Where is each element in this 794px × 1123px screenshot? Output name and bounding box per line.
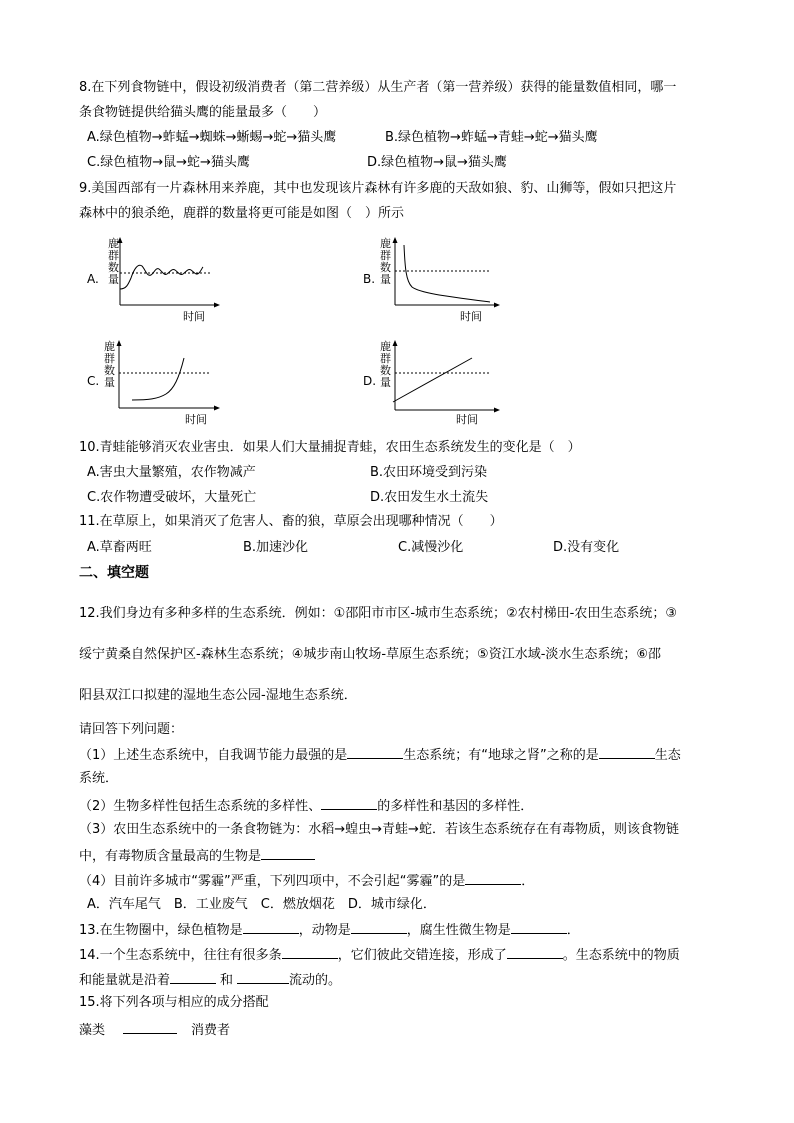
q12-prompt: 请回答下列问题： [79,722,184,737]
graph-d-line [393,358,472,402]
graph-a-x-arrow [214,303,220,308]
q12-stem-line3: 阳县双江口拟建的湿地生态公园-湿地生态系统． [79,688,357,703]
q10-option-c: C.农作物遭受破坏，大量死亡 [87,490,257,505]
q12-blank-4[interactable] [261,847,315,860]
q10-stem: 10.青蛙能够消灭农业害虫．如果人们大量捕捉青蛙，农田生态系统发生的变化是（ ） [79,440,581,455]
graph-b-ylabel-4: 量 [380,273,391,286]
graph-b-ylabel-1: 鹿 [380,237,391,250]
q12-part1-line2: 系统． [79,771,119,786]
q12-part3-line1: （3）农田生态系统中的一条食物链为：水稻→蝗虫→青蛙→蛇．若该生态系统存在有毒物质，则该食物链 [79,822,679,837]
graph-a [98,233,223,325]
graph-b-xlabel: 时间 [460,310,482,323]
q15-blank-1[interactable] [123,1021,177,1034]
q12-part1-text-b: 生态系统；有“地球之肾”之称的是 [403,748,599,763]
q15-row [79,1021,230,1039]
q15-right-item: 消费者 [191,1023,231,1038]
q13-text-d: ． [566,923,580,938]
graph-c [98,336,223,428]
q12-stem-line2: 绥宁黄桑自然保护区-森林生态系统；④城步南山牧场-草原生态系统；⑤资江水域-淡水生态系统；⑥邵 [79,647,662,662]
q12-part3-line2 [79,847,315,865]
graph-b-curve [404,245,490,302]
q12-blank-1[interactable] [347,746,403,759]
graph-b-ylabel-3: 数 [380,261,391,274]
graph-a-xlabel: 时间 [183,310,205,323]
q13-blank-1[interactable] [243,921,299,934]
q12-blank-3[interactable] [321,797,377,810]
q12-part2-text-a: （2）生物多样性包括生态系统的多样性、 [79,799,322,814]
q15-title: 15.将下列各项与相应的成分搭配 [79,995,269,1010]
q12-part1-text-c: 生态 [654,748,681,763]
q8-option-c: C.绿色植物→鼠→蛇→猫头鹰 [87,155,250,170]
graph-b-letter: B. [363,272,376,286]
q14-blank-3[interactable] [170,971,216,984]
graph-d-xlabel: 时间 [456,413,478,426]
graph-d-x-arrow [494,408,500,413]
graph-c-xlabel: 时间 [185,413,207,426]
q13-text-b: ，动物是 [298,923,351,938]
q11-option-a: A.草畜两旺 [87,540,152,555]
graph-c-ylabel-1: 鹿 [104,340,115,353]
q14-text-e: 和 [220,973,234,988]
q10-option-a: A.害虫大量繁殖，农作物减产 [87,465,256,480]
graph-c-ylabel-2: 群 [104,352,115,365]
q8-option-d: D.绿色植物→鼠→猫头鹰 [367,155,507,170]
graph-c-curve [132,358,184,400]
graph-d-ylabel-2: 群 [380,352,391,365]
q8-option-a: A.绿色植物→蚱蜢→蜘蛛→蜥蜴→蛇→猫头鹰 [87,130,337,145]
q12-part4-options: A．汽车尾气 B．工业废气 C．燃放烟花 D．城市绿化． [87,897,436,912]
q11-stem: 11.在草原上，如果消灭了危害人、畜的狼，草原会出现哪种情况（ ） [79,514,503,529]
graph-d [374,336,504,428]
q12-blank-2[interactable] [599,746,655,759]
q11-option-b: B.加速沙化 [243,540,309,555]
q8-stem-line2: 条食物链提供给猫头鹰的能量最多（ ） [79,105,327,120]
q14-blank-4[interactable] [237,971,289,984]
q14-text-c: 。生态系统中的物质 [562,948,680,963]
graph-d-ylabel-4: 量 [380,376,391,389]
q12-part1-text-a: （1）上述生态系统中，自我调节能力最强的是 [79,748,348,763]
q10-option-b: B.农田环境受到污染 [370,465,488,480]
q14-blank-1[interactable] [282,946,338,959]
q12-part2-text-b: 的多样性和基因的多样性． [377,799,534,814]
q14-text-f: 流动的。 [289,973,342,988]
q12-part1-line1 [79,746,681,764]
q14-line2 [79,971,341,989]
graph-c-ylabel-4: 量 [104,376,115,389]
q12-part4 [79,872,534,890]
q10-option-d: D.农田发生水土流失 [370,490,489,505]
graph-d-ylabel-3: 数 [380,364,391,377]
graph-b [374,233,504,325]
graph-c-x-arrow [214,406,220,411]
q9-stem-line2: 森林中的狼杀绝，鹿群的数量将更可能是如图（ ）所示 [79,206,405,221]
q11-option-c: C.减慢沙化 [398,540,464,555]
q14-text-b: ，它们彼此交错连接，形成了 [337,948,507,963]
q8-option-b: B.绿色植物→蚱蜢→青蛙→蛇→猫头鹰 [385,130,598,145]
graph-a-curve [120,265,203,289]
graph-a-ylabel-1: 鹿 [108,237,119,250]
q14-line1 [79,946,680,964]
q13-blank-3[interactable] [511,921,567,934]
graph-b-ylabel-2: 群 [380,249,391,262]
q13-line [79,921,580,939]
graph-d-ylabel-1: 鹿 [380,340,391,353]
q13-blank-2[interactable] [351,921,407,934]
graph-c-letter: C. [87,374,100,388]
q12-part3-text-b: 中，有毒物质含量最高的生物是 [79,849,262,864]
q15-left-item: 藻类 [79,1023,106,1038]
graph-a-ylabel-3: 数 [108,261,119,274]
q14-text-d: 和能量就是沿着 [79,973,171,988]
graph-b-x-arrow [494,303,500,308]
graph-d-letter: D. [363,374,377,388]
q12-part4-text-a: （4）目前许多城市“雾霾”严重，下列四项中，不会引起“雾霾”的是 [79,874,466,889]
q14-text-a: 14.一个生态系统中，往往有很多条 [79,948,282,963]
graph-a-ylabel-2: 群 [108,249,119,262]
graph-a-letter: A. [87,272,99,286]
graph-b-y-arrow [393,237,398,243]
q12-blank-5[interactable] [465,872,521,885]
q13-text-a: 13.在生物圈中，绿色植物是 [79,923,243,938]
q12-stem-line1: 12.我们身边有多种多样的生态系统．例如：①邵阳市市区-城市生态系统；②农村梯田-农田生态系统；③ [79,606,678,621]
graph-c-y-arrow [117,340,122,346]
q13-text-c: ，腐生性微生物是 [406,923,511,938]
q12-part2 [79,797,533,815]
graph-a-ylabel-4: 量 [108,273,119,286]
q11-option-d: D.没有变化 [553,540,620,555]
q14-blank-2[interactable] [507,946,563,959]
q9-stem-line1: 9.美国西部有一片森林用来养鹿，其中也发现该片森林有许多鹿的天敌如狼、豹、山狮等，假如只把这片 [79,181,677,196]
q8-stem-line1: 8.在下列食物链中，假设初级消费者（第二营养级）从生产者（第一营养级）获得的能量数值相同，哪一 [79,80,677,95]
graph-c-ylabel-3: 数 [104,364,115,377]
graph-d-y-arrow [393,340,398,346]
section-heading: 二、填空题 [79,565,149,581]
q12-part4-text-b: ． [521,874,535,889]
